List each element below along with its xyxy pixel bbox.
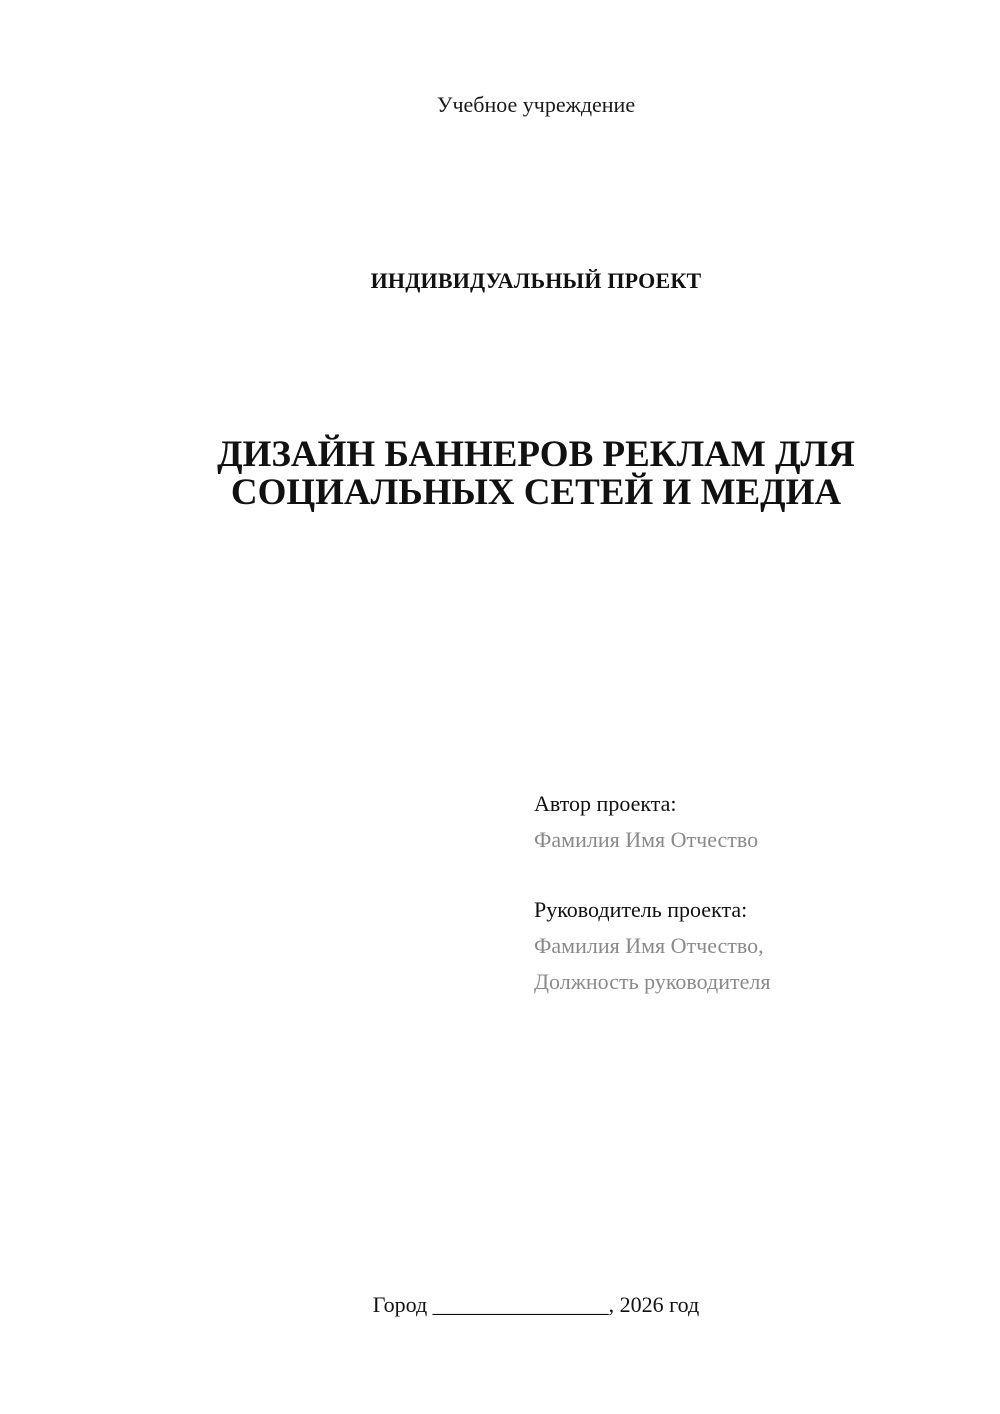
author-name-placeholder: Фамилия Имя Отчество — [534, 827, 759, 852]
author-label: Автор проекта: — [534, 791, 677, 816]
city-year-line: Город ________________, 2026 год — [372, 1292, 700, 1317]
spacer — [534, 858, 974, 892]
project-title-line-2: СОЦИАЛЬНЫХ СЕТЕЙ И МЕДИА — [230, 472, 842, 513]
project-title — [0, 436, 1000, 512]
project-info-block — [534, 786, 974, 1000]
supervisor-label: Руководитель проекта: — [534, 897, 748, 922]
supervisor-position-placeholder: Должность руководителя — [534, 969, 771, 994]
document-type-heading: ИНДИВИДУАЛЬНЫЙ ПРОЕКТ — [370, 268, 702, 293]
project-title-line-1: ДИЗАЙН БАННЕРОВ РЕКЛАМ ДЛЯ — [217, 434, 855, 475]
supervisor-name-placeholder: Фамилия Имя Отчество, — [534, 933, 764, 958]
institution-name: Учебное учреждение — [436, 92, 636, 117]
